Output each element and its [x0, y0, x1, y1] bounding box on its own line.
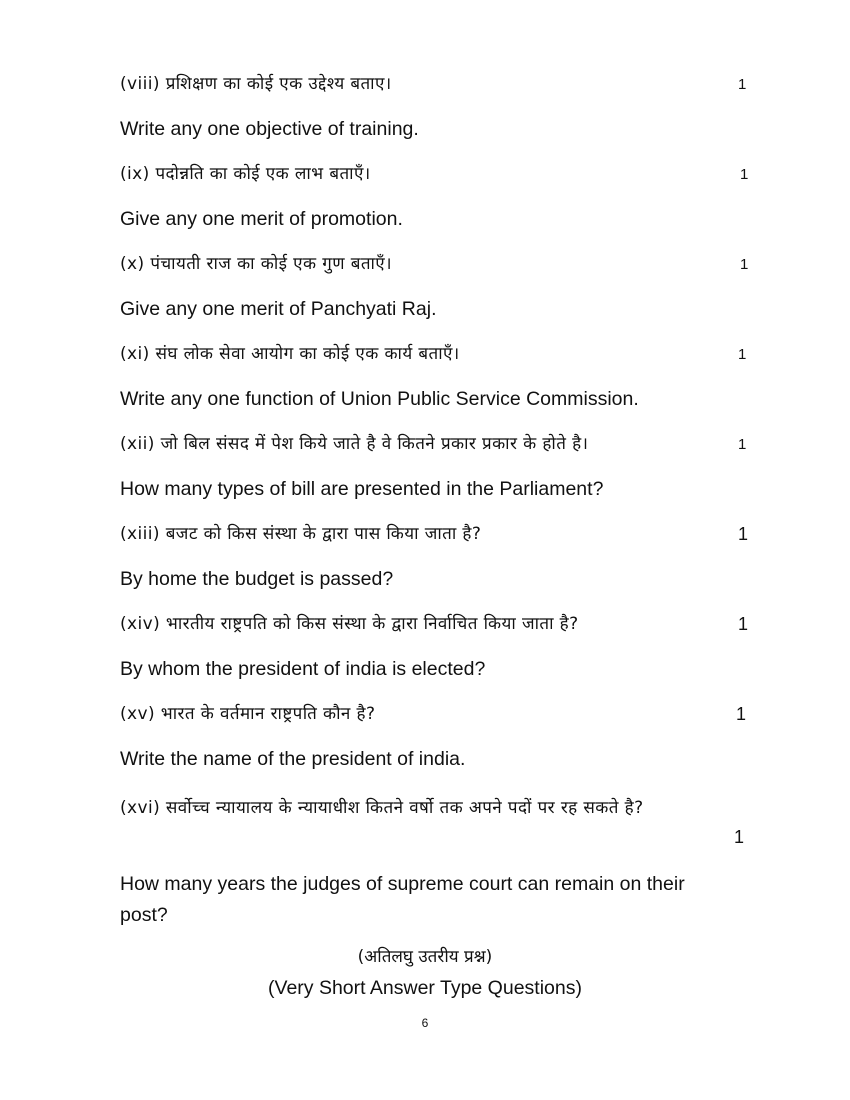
- question-mark: 1: [740, 256, 749, 273]
- question-english: Give any one merit of Panchyati Raj.: [120, 298, 437, 320]
- question-english: Give any one merit of promotion.: [120, 208, 403, 230]
- question-english: By whom the president of india is elected?: [120, 658, 486, 680]
- question-mark: 1: [738, 524, 749, 544]
- section-heading-english: (Very Short Answer Type Questions): [268, 977, 582, 999]
- question-english: How many types of bill are presented in the Parliament?: [120, 478, 604, 500]
- page-number: 6: [421, 1016, 429, 1030]
- question-mark: 1: [734, 827, 745, 847]
- question-english: Write any one function of Union Public Service Commission.: [120, 388, 639, 410]
- question-english: By home the budget is passed?: [120, 568, 394, 590]
- question-mark: 1: [736, 704, 747, 724]
- question-hindi: (xii) जो बिल संसद में पेश किये जाते है वे कितने प्रकार प्रकार के होते है।: [120, 434, 589, 454]
- question-english: How many years the judges of supreme court can remain on their post?: [120, 873, 685, 926]
- question-hindi: (xiii) बजट को किस संस्था के द्वारा पास किया जाता है?: [120, 524, 482, 544]
- question-english: Write the name of the president of india.: [120, 748, 466, 770]
- question-english: Write any one objective of training.: [120, 118, 419, 140]
- question-hindi: (xiv) भारतीय राष्ट्रपति को किस संस्था के द्वारा निर्वाचित किया जाता है?: [120, 614, 579, 634]
- section-heading-hindi: (अतिलघु उतरीय प्रश्न): [357, 947, 493, 967]
- question-mark: 1: [738, 346, 747, 363]
- question-hindi: (xvi) सर्वोच्च न्यायालय के न्यायाधीश कितने वर्षो तक अपने पदों पर रह सकते है?: [120, 798, 644, 818]
- question-hindi: (viii) प्रशिक्षण का कोई एक उद्देश्य बताए।: [120, 74, 392, 94]
- question-mark: 1: [740, 166, 749, 183]
- question-mark: 1: [738, 76, 747, 93]
- question-mark: 1: [738, 614, 749, 634]
- question-hindi: (xv) भारत के वर्तमान राष्ट्रपति कौन है?: [120, 704, 376, 724]
- question-hindi: (x) पंचायती राज का कोई एक गुण बताएँ।: [120, 254, 392, 274]
- question-hindi: (xi) संघ लोक सेवा आयोग का कोई एक कार्य बताएँ।: [120, 344, 460, 364]
- question-mark: 1: [738, 436, 747, 453]
- question-hindi: (ix) पदोन्नति का कोई एक लाभ बताएँ।: [120, 164, 371, 184]
